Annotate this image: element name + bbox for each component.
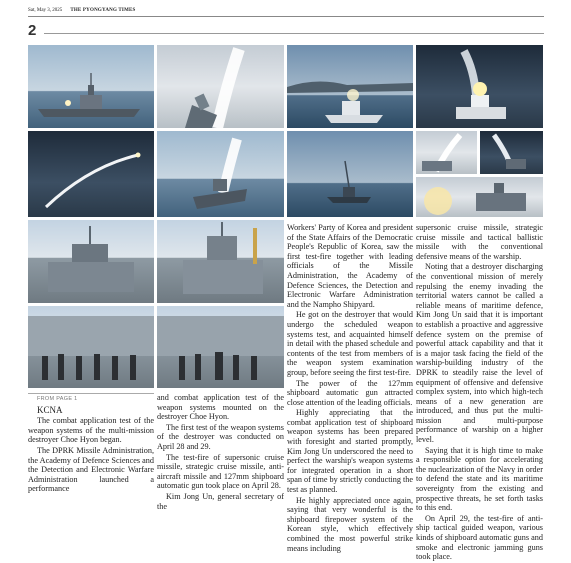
photo-ship-firing-coast: [287, 45, 413, 128]
article-column-1: [28, 393, 154, 495]
photo-night-missile-launch: [416, 45, 543, 128]
article-column-4: [416, 223, 543, 563]
article-paragraph: The combat application test of the weapon systems of the multi-mission destroyer Choe Hyon began.: [28, 416, 154, 445]
article-paragraph: The power of the 127mm shipboard automatic gun attracted close attention of the leading officials.: [287, 378, 413, 407]
page-number: 2: [28, 22, 37, 39]
article-paragraph: He got on the destroyer that would undergo the scheduled weapon systems test, and acquainted himself in detail with the phased schedule and contents of the test from members of the weapon system examination group, before seeing the first test-fire.: [287, 310, 413, 377]
article-column-3: [287, 223, 413, 554]
photo-missile-launch-close: [157, 45, 284, 128]
article-paragraph: Saying that it is high time to make a responsible option for accelerating the nuclearization of the Navy in order to defend the state and its maritime sovereignty from the existing and prospective threats, he set forth tasks to this end.: [416, 445, 543, 513]
masthead: [28, 4, 544, 17]
photo-ship-launch-smoke: [157, 131, 284, 217]
article-paragraph: The test-fire of supersonic cruise missile, strategic cruise missile, anti-aircraft missile and 127mm shipboard automatic gun took place on April 28.: [157, 452, 284, 491]
from-page-label: FROM PAGE 1: [37, 396, 78, 402]
article-paragraph: supersonic cruise missile, strategic cruise missile and tactical ballistic missile with the conventional defensive means of the warship.: [416, 223, 543, 261]
article-column-2: [157, 393, 284, 512]
photo-ship-superstructure: [28, 220, 154, 303]
photo-missile-trail: [28, 131, 154, 217]
article-byline: KCNA: [37, 404, 63, 415]
article-paragraph: Highly appreciating that the combat application test of shipboard weapon systems has been prepared with foresight and started promptly, Kim Jong Un underscored the need to perfect the warship's weapon systems for integrated operation in a short span of time by strictly conducting the test as planned.: [287, 408, 413, 495]
masthead-paper-name: THE PYONGYANG TIMES: [70, 7, 136, 13]
article-paragraph: Workers' Party of Korea and president of the State Affairs of the Democratic People's Republic of Korea, saw the first test-fire together with leading officials of the Missile Administration, the Academy of Defence Sciences, the Detection and Electronic Warfare Administration and the Nampho Shipyard.: [287, 223, 413, 309]
photo-bow-missile-fire: [416, 131, 477, 174]
photo-gun-smoke: [416, 177, 543, 217]
article-paragraph: and combat application test of the weapon systems mounted on the destroyer Choe Hyon.: [157, 393, 284, 422]
photo-ship-radar-mast: [157, 220, 284, 303]
photo-mast-launch: [480, 131, 543, 174]
photo-destroyer-launch-wide: [28, 45, 154, 128]
photo-officials-on-deck-right: [157, 306, 284, 388]
page-rule: [44, 33, 544, 34]
article-paragraph: Noting that a destroyer discharging the conventional mission of merely repulsing the enemy invading the territorial waters cannot be called a reliable means of maritime defence, Kim Jong Un said that it is important to establish a proactive and aggressive defence system on the premise of powerful attack capability and that it is a major task facing the field of the warship-building industry of the DPRK to steadily raise the level of equipment of offensive and defensive complex system, into which high-tech means of a new generation are introduced, and thus put the multi-mission and multi-purpose performance of warship on a higher level.: [416, 262, 543, 445]
article-paragraph: The DPRK Missile Administration, the Academy of Defence Sciences and the Detection and Electronic Warfare Administration launched a performance: [28, 445, 154, 494]
photo-destroyer-at-sea: [287, 131, 413, 217]
article-paragraph: He highly appreciated once again, saying that very wonderful is the shipboard firepower system of the Korean style, which effectively combined the most powerful strike means including: [287, 495, 413, 553]
article-paragraph: On April 29, the test-fire of anti-ship tactical guided weapon, various kinds of shipboard automatic guns and smoke and electronic jamming guns took place.: [416, 513, 543, 562]
article-paragraph: Kim Jong Un, general secretary of the: [157, 491, 284, 511]
article-paragraph: The first test of the weapon systems of the destroyer was conducted on April 28 and 29.: [157, 422, 284, 451]
masthead-date: Sat, May 3, 2025: [28, 7, 63, 13]
from-page-rule: [28, 393, 154, 394]
photo-officials-on-deck-left: [28, 306, 154, 388]
